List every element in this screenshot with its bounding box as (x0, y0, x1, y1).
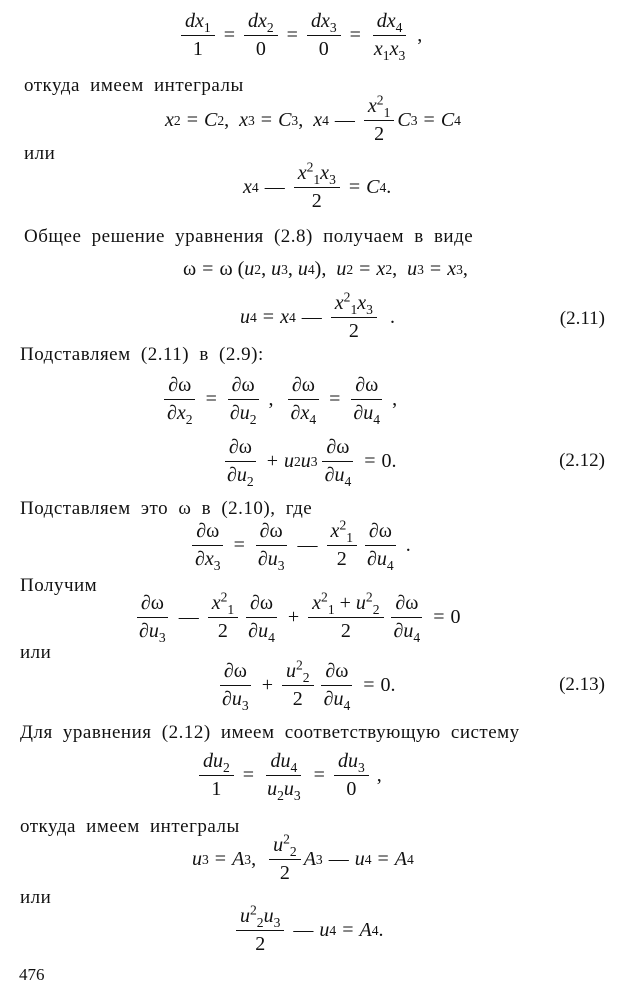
equation-derivatives: $\frac{\partial\omega}{\partial x_2}$ = $\frac{\partial\omega}{\partial u_2}$ , $\frac{\partial\omega}{\partial x_4}$ = $\frac{\partial\omega}{\partial u_4}$ , (160, 374, 397, 425)
equation-integral-a4: $\frac{u^2_2u_3}{2}$ — u 4 = A 4 . (233, 905, 383, 956)
equation-system-u: $\frac{du_2}{1}$ = $\frac{du_4}{u_2u_3}$ = $\frac{du_3}{0}$ , (196, 750, 382, 801)
text-line: Общее решение уравнения (2.8) получаем в виде (24, 226, 474, 247)
equation-derivative-x3: $\frac{\partial\omega}{\partial x_3}$ = $\frac{\partial\omega}{\partial u_3}$ — $\frac{x^2_1}{2}$ $\frac{\partial\omega}{\partial u_4}$ . (188, 520, 411, 571)
text-line: откуда имеем интегралы (24, 75, 244, 96)
equation-integral-c4: x 4 — $\frac{x^2_1x_3}{2}$ = C 4 . (243, 159, 392, 212)
equation-transformed: $\frac{\partial\omega}{\partial u_2}$ + u 2 u 3 $\frac{\partial\omega}{\partial u_4}$ = 0. (220, 436, 397, 487)
page-number: 476 (19, 965, 45, 984)
equation-tag: (2.11) (559, 308, 605, 329)
text-line: или (24, 143, 56, 164)
equation-u4: u 4 = x 4 — $\frac{x^2_1x_3}{2}$ . (240, 289, 395, 342)
text-line: или (20, 887, 52, 908)
equation-tag: (2.13) (559, 674, 605, 695)
text-line: Для уравнения (2.12) имеем соответствующую систему (20, 722, 520, 743)
equation-integrals: x 2 = C 2 , x 3 = C 3 , x 4 — $\frac{x^2_1}{2}$ C 3 = C 4 (165, 92, 461, 145)
text-line: или (20, 642, 52, 663)
equation-characteristic-system: $\frac{dx_1}{1}$ = $\frac{dx_2}{0}$ = $\frac{dx_3}{0}$ = $\frac{dx_4}{x_1x_3}$ , (178, 10, 422, 61)
equation-general-solution: ω = ω ( u 2 , u 3 , u 4 ), u 2 = x 2 , u 3 = x 3 , (183, 258, 468, 280)
text-line: Подставляем это ω в (2.10), где (20, 498, 313, 519)
equation-tag: (2.12) (559, 450, 605, 471)
equation-reduced: $\frac{\partial\omega}{\partial u_3}$ + $\frac{u^2_2}{2}$ $\frac{\partial\omega}{\partial u_4}$ = 0. (215, 660, 396, 711)
text-line: откуда имеем интегралы (20, 816, 240, 837)
equation-combined: $\frac{\partial\omega}{\partial u_3}$ — $\frac{x^2_1}{2}$ $\frac{\partial\omega}{\partial u_4}$ + $\frac{x^2_1 + u^2_2}{2}$ $\frac{\partial\omega}{\partial u_4}$ = 0 (132, 592, 460, 643)
text-line: Подставляем (2.11) в (2.9): (20, 344, 264, 365)
equation-integrals-a: u 3 = A 3 , $\frac{u^2_2}{2}$ A 3 — u 4 = A 4 (192, 831, 414, 884)
text-line: Получим (20, 575, 98, 596)
